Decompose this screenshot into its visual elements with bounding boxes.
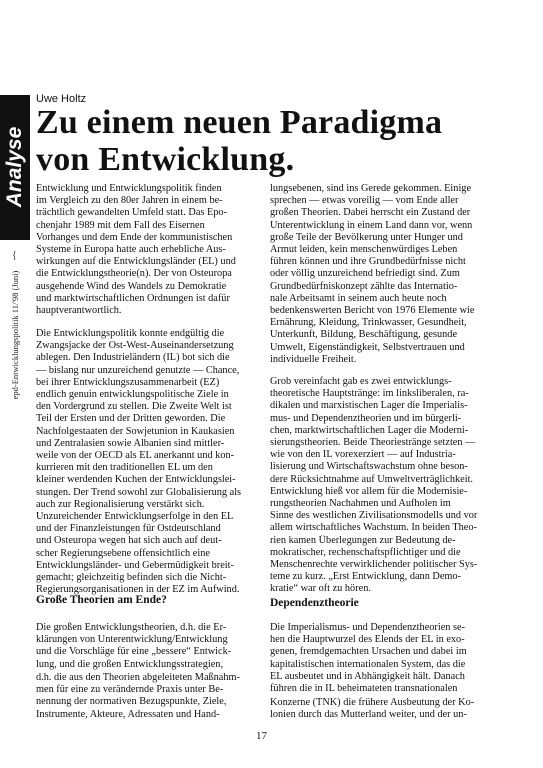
left-column-paragraph-4 <box>36 672 268 721</box>
text-line: sierungstheorien. Beide Theoriestränge setzten — <box>270 437 476 449</box>
text-line: Menschenrechte verwirklichender politischer Sys- <box>270 559 478 571</box>
author-name: Uwe Holtz <box>36 93 87 105</box>
text-line: wie von den IL vorexerziert — auf Industria- <box>270 449 456 461</box>
text-line: Entwicklung und Entwicklungspolitik finden <box>36 183 222 194</box>
text-line: Nachfolgestaaten der Sowjetunion in Kaukasien <box>36 425 235 437</box>
text-line: auch zur Regionalisierung verstärkt sich. <box>36 498 205 510</box>
text-line: nennung der normativen Bezugspunkte, Ziele, <box>36 696 227 708</box>
text-line: mokratischer, rechenschaftspflichtiger und die <box>270 546 461 558</box>
text-line: trächtlich gewandelten Umfeld statt. Das Epo- <box>36 207 228 219</box>
right-column-paragraph-2 <box>270 376 502 596</box>
text-line: Armut leiden, kein menschenwürdiges Leben <box>270 244 458 256</box>
text-line: Grob vereinfacht gab es zwei entwicklungs- <box>270 376 452 387</box>
article-title <box>36 104 506 178</box>
text-line: kratie“ war oft zu hören. <box>270 583 371 595</box>
text-line: Die großen Entwicklungstheorien, d.h. die Er- <box>36 622 227 633</box>
text-line: chenjahr 1989 mit dem Fall des Eisernen <box>36 219 205 231</box>
text-line: rien kamen Überlegungen zur Bedeutung de- <box>270 534 456 546</box>
text-line: mus- und Dependenztheorien und im bürgerli- <box>270 412 462 424</box>
text-line: chen, marktwirtschaftlichen Lager die Moderni- <box>270 424 469 436</box>
right-column-paragraph-4 <box>270 697 502 721</box>
text-line: ausgehende Wind des Wandels zu Demokratie <box>36 280 227 292</box>
text-line: den Vordergrund zu stellen. Die Zweite Welt ist <box>36 401 232 413</box>
text-line: gemacht; gleichzeitig befinden sich die Nicht- <box>36 572 227 584</box>
text-line: Die Entwicklungspolitik konnte endgültig die <box>36 328 225 339</box>
text-line: Vorhanges und dem Ende der kommunistischen <box>36 231 233 243</box>
text-line: kleiner werdenden Kuchen der Entwicklungslei- <box>36 474 236 486</box>
text-line: großen Theorien. Dabei herrscht ein Zustand der <box>270 207 471 219</box>
text-line: genen, fremdgemachten Ursachen und dabei im <box>270 646 467 658</box>
text-line: theoretische Hauptstränge: im linksliberalen, ra- <box>270 388 469 400</box>
text-line: und Osteuropa wegen hat sich auch auf deut- <box>36 535 222 547</box>
left-column-paragraph-3 <box>36 622 268 671</box>
text-line: Umwelt, Eigenständigkeit, Selbstvertrauen und <box>270 341 465 353</box>
section-heading-dependenztheorie: Dependenztheorie <box>270 597 359 609</box>
text-line: führen die in IL beheimateten transnationalen <box>270 683 458 695</box>
text-line: und marktwirtschaftlichen Ordnungen ist dafür <box>36 292 230 304</box>
text-line: allem wirtschaftliches Wachstum. In beiden Theo- <box>270 522 477 534</box>
text-line: im Vergleich zu den 80er Jahren in einem be- <box>36 195 223 207</box>
text-line: stungen. Der Trend sowohl zur Globalisierung als <box>36 486 242 498</box>
vertical-journal-reference: epd-Entwicklungspolitik 11/'98 (Juni) <box>10 270 20 400</box>
text-line: men für eine zu verändernde Praxis unter Be- <box>36 684 224 696</box>
text-line: sprechen — etwas voreilig — vom Ende aller <box>270 195 459 207</box>
title-line: Zu einem neuen Paradigma <box>36 104 443 141</box>
text-line: lisierung und Wirtschaftswachstum ohne beson- <box>270 461 468 473</box>
text-line: kurrieren mit den traditionellen EL um den <box>36 462 213 474</box>
text-line: und Zentralasien sowie Albanien sind mittler- <box>36 437 225 449</box>
text-line: lungsebenen, sind ins Gerede gekommen. Einige <box>270 183 472 194</box>
text-line: die Entwicklungstheorie(n). Der von Osteuropa <box>36 268 232 280</box>
reference-mark: { <box>12 250 17 261</box>
title-line: von Entwicklung. <box>36 141 295 178</box>
text-line: nale Arbeitsamt in seinem auch heute noch <box>270 292 447 304</box>
text-line: Grundbedürfniskonzept zählte das Internatio- <box>270 280 458 292</box>
text-line: Ernährung, Kleidung, Trinkwasser, Gesundheit, <box>270 317 467 329</box>
text-line: hauptverantwortlich. <box>36 305 122 317</box>
text-line: Regierungsorganisationen in der EZ im Aufwind. <box>36 584 240 596</box>
page-number: 17 <box>256 730 267 742</box>
right-column-paragraph-1 <box>270 183 502 366</box>
text-line: Die Imperialismus- und Dependenztheorien se- <box>270 622 466 633</box>
text-line: kapitalistischen internationalen System, das die <box>270 658 466 670</box>
left-column-paragraph-1 <box>36 183 268 317</box>
text-line: Unterkunft, Bildung, Beschäftigung, gesunde <box>270 329 458 341</box>
left-column-paragraph-2 <box>36 328 268 596</box>
text-line: Instrumente, Akteure, Adressaten und Hand- <box>36 708 220 720</box>
text-line: bedenkenswerten Bericht von 1976 Elemente wie <box>270 305 475 317</box>
text-line: und der Finanzleistungen für Ostdeutschland <box>36 523 221 535</box>
text-line: bei ihrer Entwicklungszusammenarbeit (EZ) <box>36 376 220 388</box>
section-heading-grosse-theorien: Große Theorien am Ende? <box>36 594 167 606</box>
text-line: d.h. die aus den Theorien abgeleiteten Maßnahm- <box>36 672 240 683</box>
text-line: Entwicklungsländer- und Gebermüdigkeit breit- <box>36 559 234 571</box>
text-line: dere Rücksichtnahme auf Umweltverträglichkeit. <box>270 473 474 485</box>
text-line: individuelle Freiheit. <box>270 353 357 365</box>
text-line: lung, und die großen Entwicklungsstrategien, <box>36 658 224 670</box>
text-line: klärungen von Unterentwicklung/Entwicklung <box>36 634 228 646</box>
text-line: Entwicklung hieß vor allem für die Modernisie- <box>270 485 468 497</box>
text-line: große Teile der Bevölkerung unter Hunger und <box>270 231 463 243</box>
text-line: Konzerne (TNK) die frühere Ausbeutung der Ko- <box>270 697 475 708</box>
section-tab-label: Analyse <box>3 126 26 208</box>
text-line: hen die Hauptwurzel des Elends der EL in exo- <box>270 634 465 646</box>
text-line: führen können und ihre Grundbedürfnisse nicht <box>270 256 466 268</box>
text-line: lonien durch das Mutterland weiter, und der un- <box>270 709 467 721</box>
text-line: rungstheorien Nachahmen und Aufholen im <box>270 498 451 510</box>
text-line: Zwangsjacke der Ost-West-Auseinandersetzung <box>36 340 234 352</box>
text-line: teme zu kurz. „Erst Entwicklung, dann Demo- <box>270 571 462 583</box>
text-line: Unterentwicklung in einem Land dann vor, wenn <box>270 219 473 231</box>
text-line: Unzureichender Entwicklungserfolge in den EL <box>36 511 234 523</box>
text-line: endlich genuin entwicklungspolitische Ziele in <box>36 389 229 401</box>
text-line: — bislang nur unzureichend genutzte — Chance, <box>36 364 240 376</box>
text-line: und die Vorschläge für eine „bessere“ Entwick- <box>36 646 232 658</box>
text-line: dikalen und marxistischen Lager die Imperialis- <box>270 400 468 412</box>
text-line: Teil der Ersten und der Dritten geworden. Die <box>36 413 226 425</box>
text-line: Sinne des westlichen Zivilisationsmodells und vor <box>270 510 478 522</box>
text-line: scher Regierungsebene offensichtlich eine <box>36 547 210 559</box>
text-line: weile von der OECD als EL anerkannt und kon- <box>36 450 235 462</box>
text-line: ablegen. Den Industrieländern (IL) bot sich die <box>36 352 230 364</box>
text-line: EL ausbeutet und in Abhängigkeit hält. Danach <box>270 670 465 682</box>
right-column-paragraph-3 <box>270 622 502 695</box>
text-line: Systeme in Europa hatte auch erhebliche Aus- <box>36 244 226 256</box>
text-line: oder völlig unzureichend befriedigt sind. Zum <box>270 268 460 280</box>
text-line: wirkungen auf die Entwicklungsländer (EL) und <box>36 256 236 268</box>
